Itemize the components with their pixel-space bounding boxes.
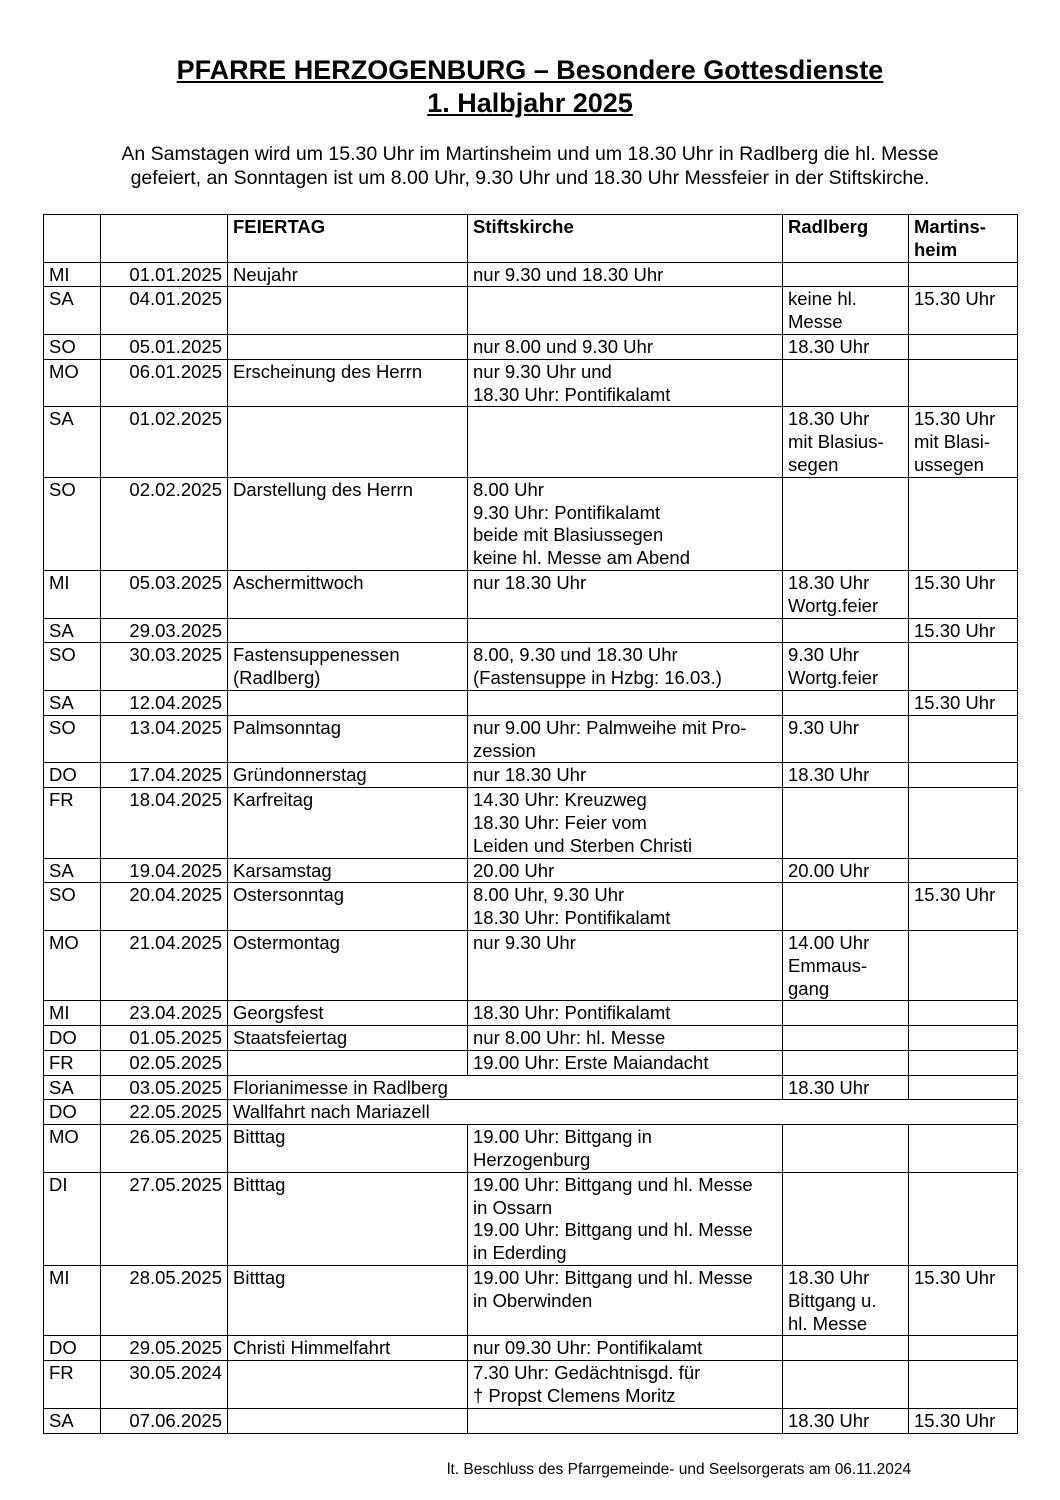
cell-stiftskirche: nur 8.00 Uhr: hl. Messe bbox=[468, 1026, 783, 1051]
cell-martinsheim bbox=[909, 1075, 1018, 1100]
cell-date: 29.03.2025 bbox=[101, 618, 228, 643]
cell-radlberg bbox=[783, 1125, 909, 1173]
table-row bbox=[44, 930, 1018, 1000]
cell-date: 30.05.2024 bbox=[101, 1361, 228, 1409]
cell-date: 21.04.2025 bbox=[101, 930, 228, 1000]
cell-date: 01.02.2025 bbox=[101, 407, 228, 477]
cell-martinsheim bbox=[909, 715, 1018, 763]
cell-radlberg: 18.30 Uhr bbox=[783, 1408, 909, 1433]
cell-day: SO bbox=[44, 643, 101, 691]
cell-stiftskirche bbox=[468, 618, 783, 643]
schedule-table bbox=[43, 214, 1018, 1434]
table-row bbox=[44, 1050, 1018, 1075]
cell-martinsheim bbox=[909, 1172, 1018, 1265]
cell-stiftskirche: 19.00 Uhr: Erste Maiandacht bbox=[468, 1050, 783, 1075]
cell-feiertag: Christi Himmelfahrt bbox=[228, 1336, 468, 1361]
cell-feiertag: Bitttag bbox=[228, 1266, 468, 1336]
cell-day: FR bbox=[44, 788, 101, 858]
cell-martinsheim bbox=[909, 477, 1018, 570]
footer-note: lt. Beschluss des Pfarrgemeinde- und Seelsorgerats am 06.11.2024 bbox=[447, 1461, 912, 1478]
cell-stiftskirche bbox=[468, 1408, 783, 1433]
cell-day: DO bbox=[44, 1336, 101, 1361]
cell-radlberg bbox=[783, 477, 909, 570]
cell-radlberg: 18.30 Uhr mit Blasius- segen bbox=[783, 407, 909, 477]
cell-radlberg: 18.30 Uhr Wortg.feier bbox=[783, 570, 909, 618]
cell-radlberg bbox=[783, 1026, 909, 1051]
table-row bbox=[44, 690, 1018, 715]
cell-stiftskirche: 8.00 Uhr 9.30 Uhr: Pontifikalamt beide mit Blasiussegen keine hl. Messe am Abend bbox=[468, 477, 783, 570]
cell-feiertag: Florianimesse in Radlberg bbox=[228, 1075, 783, 1100]
cell-day: SA bbox=[44, 287, 101, 335]
cell-feiertag: Erscheinung des Herrn bbox=[228, 359, 468, 407]
cell-feiertag bbox=[228, 690, 468, 715]
cell-feiertag: Staatsfeiertag bbox=[228, 1026, 468, 1051]
cell-stiftskirche: nur 18.30 Uhr bbox=[468, 570, 783, 618]
cell-radlberg bbox=[783, 1172, 909, 1265]
cell-date: 23.04.2025 bbox=[101, 1001, 228, 1026]
cell-radlberg: 20.00 Uhr bbox=[783, 858, 909, 883]
intro-line-2: gefeiert, an Sonntagen ist um 8.00 Uhr, 9.30 Uhr und 18.30 Uhr Messfeier in der Stiftskirche. bbox=[130, 167, 930, 189]
cell-martinsheim bbox=[909, 1361, 1018, 1409]
cell-day: SA bbox=[44, 618, 101, 643]
cell-day: DO bbox=[44, 1026, 101, 1051]
cell-day: MO bbox=[44, 1125, 101, 1173]
cell-feiertag bbox=[228, 1408, 468, 1433]
cell-martinsheim: 15.30 Uhr bbox=[909, 570, 1018, 618]
table-row bbox=[44, 477, 1018, 570]
cell-stiftskirche: nur 9.30 Uhr bbox=[468, 930, 783, 1000]
cell-date: 02.02.2025 bbox=[101, 477, 228, 570]
cell-martinsheim bbox=[909, 334, 1018, 359]
header-martinsheim: Martins- heim bbox=[909, 215, 1018, 263]
cell-feiertag: Wallfahrt nach Mariazell bbox=[228, 1100, 1018, 1125]
page-title: PFARRE HERZOGENBURG – Besondere Gottesdienste bbox=[176, 55, 884, 85]
cell-radlberg bbox=[783, 690, 909, 715]
cell-radlberg bbox=[783, 1336, 909, 1361]
cell-date: 05.01.2025 bbox=[101, 334, 228, 359]
cell-date: 01.05.2025 bbox=[101, 1026, 228, 1051]
cell-stiftskirche: nur 8.00 und 9.30 Uhr bbox=[468, 334, 783, 359]
cell-martinsheim: 15.30 Uhr bbox=[909, 1266, 1018, 1336]
cell-date: 29.05.2025 bbox=[101, 1336, 228, 1361]
cell-date: 26.05.2025 bbox=[101, 1125, 228, 1173]
cell-stiftskirche: 19.00 Uhr: Bittgang und hl. Messe in Ossarn 19.00 Uhr: Bittgang und hl. Messe in Ederding bbox=[468, 1172, 783, 1265]
table-row bbox=[44, 788, 1018, 858]
cell-radlberg: 18.30 Uhr bbox=[783, 1075, 909, 1100]
table-header-row bbox=[44, 215, 1018, 263]
cell-feiertag bbox=[228, 618, 468, 643]
cell-stiftskirche bbox=[468, 287, 783, 335]
cell-date: 07.06.2025 bbox=[101, 1408, 228, 1433]
cell-martinsheim bbox=[909, 930, 1018, 1000]
cell-day: DO bbox=[44, 1100, 101, 1125]
intro-text bbox=[40, 142, 1020, 190]
table-row bbox=[44, 1075, 1018, 1100]
cell-date: 20.04.2025 bbox=[101, 883, 228, 931]
cell-day: SO bbox=[44, 883, 101, 931]
cell-radlberg bbox=[783, 1001, 909, 1026]
cell-date: 22.05.2025 bbox=[101, 1100, 228, 1125]
cell-day: FR bbox=[44, 1361, 101, 1409]
cell-martinsheim bbox=[909, 1001, 1018, 1026]
cell-stiftskirche: 18.30 Uhr: Pontifikalamt bbox=[468, 1001, 783, 1026]
cell-stiftskirche: 8.00 Uhr, 9.30 Uhr 18.30 Uhr: Pontifikalamt bbox=[468, 883, 783, 931]
intro-line-1: An Samstagen wird um 15.30 Uhr im Martinsheim und um 18.30 Uhr in Radlberg die hl. Messe bbox=[121, 143, 939, 165]
cell-feiertag bbox=[228, 1050, 468, 1075]
cell-date: 02.05.2025 bbox=[101, 1050, 228, 1075]
cell-date: 17.04.2025 bbox=[101, 763, 228, 788]
cell-day: SA bbox=[44, 690, 101, 715]
cell-stiftskirche: 7.30 Uhr: Gedächtnisgd. für † Propst Clemens Moritz bbox=[468, 1361, 783, 1409]
table-row bbox=[44, 262, 1018, 287]
cell-feiertag: Bitttag bbox=[228, 1125, 468, 1173]
cell-radlberg: 14.00 Uhr Emmaus- gang bbox=[783, 930, 909, 1000]
cell-stiftskirche: 20.00 Uhr bbox=[468, 858, 783, 883]
header-feiertag: FEIERTAG bbox=[228, 215, 468, 263]
cell-feiertag: Karfreitag bbox=[228, 788, 468, 858]
cell-feiertag: Palmsonntag bbox=[228, 715, 468, 763]
cell-radlberg: 9.30 Uhr bbox=[783, 715, 909, 763]
cell-day: SA bbox=[44, 407, 101, 477]
cell-date: 01.01.2025 bbox=[101, 262, 228, 287]
cell-date: 18.04.2025 bbox=[101, 788, 228, 858]
cell-radlberg bbox=[783, 359, 909, 407]
cell-date: 03.05.2025 bbox=[101, 1075, 228, 1100]
table-body bbox=[44, 262, 1018, 1433]
cell-stiftskirche: nur 09.30 Uhr: Pontifikalamt bbox=[468, 1336, 783, 1361]
cell-radlberg bbox=[783, 262, 909, 287]
table-row bbox=[44, 1100, 1018, 1125]
cell-day: MO bbox=[44, 359, 101, 407]
cell-radlberg: 18.30 Uhr bbox=[783, 763, 909, 788]
cell-martinsheim bbox=[909, 643, 1018, 691]
table-row bbox=[44, 1336, 1018, 1361]
cell-stiftskirche: 14.30 Uhr: Kreuzweg 18.30 Uhr: Feier vom Leiden und Sterben Christi bbox=[468, 788, 783, 858]
cell-date: 05.03.2025 bbox=[101, 570, 228, 618]
cell-feiertag bbox=[228, 287, 468, 335]
cell-day: MI bbox=[44, 262, 101, 287]
cell-feiertag: Gründonnerstag bbox=[228, 763, 468, 788]
table-row bbox=[44, 1266, 1018, 1336]
cell-feiertag: Bitttag bbox=[228, 1172, 468, 1265]
header-stiftskirche: Stiftskirche bbox=[468, 215, 783, 263]
table-row bbox=[44, 1172, 1018, 1265]
cell-martinsheim: 15.30 Uhr bbox=[909, 618, 1018, 643]
cell-martinsheim bbox=[909, 262, 1018, 287]
cell-day: MI bbox=[44, 1001, 101, 1026]
cell-stiftskirche: nur 9.30 Uhr und 18.30 Uhr: Pontifikalamt bbox=[468, 359, 783, 407]
cell-stiftskirche: nur 9.00 Uhr: Palmweihe mit Pro- zession bbox=[468, 715, 783, 763]
cell-feiertag: Ostersonntag bbox=[228, 883, 468, 931]
cell-feiertag: Aschermittwoch bbox=[228, 570, 468, 618]
cell-day: SO bbox=[44, 477, 101, 570]
cell-date: 27.05.2025 bbox=[101, 1172, 228, 1265]
cell-date: 12.04.2025 bbox=[101, 690, 228, 715]
cell-day: SA bbox=[44, 1408, 101, 1433]
cell-martinsheim: 15.30 Uhr bbox=[909, 287, 1018, 335]
cell-day: FR bbox=[44, 1050, 101, 1075]
cell-stiftskirche: 19.00 Uhr: Bittgang und hl. Messe in Oberwinden bbox=[468, 1266, 783, 1336]
cell-date: 30.03.2025 bbox=[101, 643, 228, 691]
header-date bbox=[101, 215, 228, 263]
cell-day: DI bbox=[44, 1172, 101, 1265]
cell-day: MI bbox=[44, 1266, 101, 1336]
table-row bbox=[44, 643, 1018, 691]
table-row bbox=[44, 1125, 1018, 1173]
cell-stiftskirche bbox=[468, 690, 783, 715]
cell-martinsheim bbox=[909, 359, 1018, 407]
cell-date: 04.01.2025 bbox=[101, 287, 228, 335]
cell-stiftskirche: nur 18.30 Uhr bbox=[468, 763, 783, 788]
cell-date: 28.05.2025 bbox=[101, 1266, 228, 1336]
cell-stiftskirche: 19.00 Uhr: Bittgang in Herzogenburg bbox=[468, 1125, 783, 1173]
cell-feiertag: Karsamstag bbox=[228, 858, 468, 883]
table-row bbox=[44, 334, 1018, 359]
cell-martinsheim: 15.30 Uhr mit Blasi- ussegen bbox=[909, 407, 1018, 477]
cell-martinsheim bbox=[909, 1125, 1018, 1173]
cell-feiertag: Fastensuppenessen (Radlberg) bbox=[228, 643, 468, 691]
cell-day: SO bbox=[44, 334, 101, 359]
cell-day: DO bbox=[44, 763, 101, 788]
cell-martinsheim bbox=[909, 1050, 1018, 1075]
table-row bbox=[44, 1408, 1018, 1433]
cell-date: 06.01.2025 bbox=[101, 359, 228, 407]
cell-day: SO bbox=[44, 715, 101, 763]
cell-feiertag: Neujahr bbox=[228, 262, 468, 287]
cell-radlberg: 18.30 Uhr bbox=[783, 334, 909, 359]
table-row bbox=[44, 1361, 1018, 1409]
header-day bbox=[44, 215, 101, 263]
table-row bbox=[44, 287, 1018, 335]
table-row bbox=[44, 359, 1018, 407]
cell-feiertag bbox=[228, 407, 468, 477]
cell-martinsheim bbox=[909, 763, 1018, 788]
table-row bbox=[44, 763, 1018, 788]
cell-radlberg: keine hl. Messe bbox=[783, 287, 909, 335]
cell-stiftskirche: 8.00, 9.30 und 18.30 Uhr (Fastensuppe in Hzbg: 16.03.) bbox=[468, 643, 783, 691]
table-row bbox=[44, 407, 1018, 477]
cell-radlberg bbox=[783, 1050, 909, 1075]
cell-martinsheim bbox=[909, 1336, 1018, 1361]
cell-feiertag: Georgsfest bbox=[228, 1001, 468, 1026]
cell-feiertag bbox=[228, 334, 468, 359]
cell-day: MI bbox=[44, 570, 101, 618]
cell-martinsheim: 15.30 Uhr bbox=[909, 883, 1018, 931]
cell-martinsheim bbox=[909, 788, 1018, 858]
cell-radlberg bbox=[783, 1361, 909, 1409]
cell-martinsheim bbox=[909, 1026, 1018, 1051]
cell-radlberg: 18.30 Uhr Bittgang u. hl. Messe bbox=[783, 1266, 909, 1336]
cell-feiertag: Ostermontag bbox=[228, 930, 468, 1000]
cell-radlberg: 9.30 Uhr Wortg.feier bbox=[783, 643, 909, 691]
cell-radlberg bbox=[783, 788, 909, 858]
table-row bbox=[44, 1001, 1018, 1026]
cell-feiertag bbox=[228, 1361, 468, 1409]
table-row bbox=[44, 570, 1018, 618]
table-row bbox=[44, 858, 1018, 883]
table-row bbox=[44, 715, 1018, 763]
cell-feiertag: Darstellung des Herrn bbox=[228, 477, 468, 570]
cell-day: SA bbox=[44, 1075, 101, 1100]
table-row bbox=[44, 618, 1018, 643]
cell-date: 13.04.2025 bbox=[101, 715, 228, 763]
cell-stiftskirche bbox=[468, 407, 783, 477]
table-row bbox=[44, 883, 1018, 931]
cell-martinsheim bbox=[909, 858, 1018, 883]
cell-martinsheim: 15.30 Uhr bbox=[909, 690, 1018, 715]
table-row bbox=[44, 1026, 1018, 1051]
cell-martinsheim: 15.30 Uhr bbox=[909, 1408, 1018, 1433]
cell-date: 19.04.2025 bbox=[101, 858, 228, 883]
header-radlberg: Radlberg bbox=[783, 215, 909, 263]
cell-radlberg bbox=[783, 618, 909, 643]
cell-day: SA bbox=[44, 858, 101, 883]
cell-stiftskirche: nur 9.30 und 18.30 Uhr bbox=[468, 262, 783, 287]
cell-day: MO bbox=[44, 930, 101, 1000]
cell-radlberg bbox=[783, 883, 909, 931]
page-subtitle: 1. Halbjahr 2025 bbox=[427, 88, 633, 118]
